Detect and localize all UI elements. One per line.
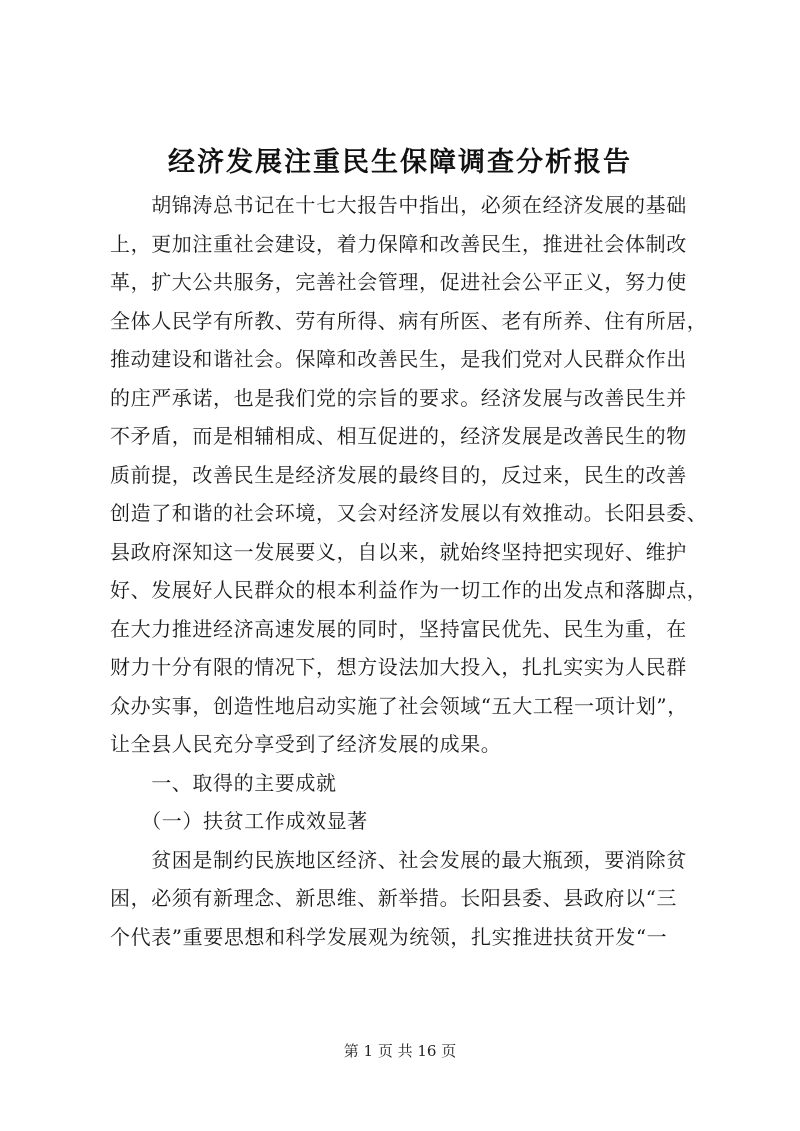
subsection-heading: （一）扶贫工作成效显著 bbox=[110, 809, 368, 833]
body-line: 推动建设和谐社会。保障和改善民生，是我们党对人民群众作出 bbox=[110, 347, 687, 371]
body-line: 质前提，改善民生是经济发展的最终目的，反过来，民生的改善 bbox=[110, 462, 687, 487]
body-line: 贫困是制约民族地区经济、社会发展的最大瓶颈，要消除贫 bbox=[110, 847, 687, 872]
body-line: 不矛盾，而是相辅相成、相互促进的，经济发展是改善民生的物 bbox=[110, 424, 687, 448]
body-line: 胡锦涛总书记在十七大报告中指出，必须在经济发展的基础 bbox=[110, 193, 687, 217]
document-title: 经济发展注重民生保障调查分析报告 bbox=[168, 147, 632, 178]
body-line: 革，扩大公共服务，完善社会管理，促进社会公平正义，努力使 bbox=[110, 270, 687, 294]
body-line: 的庄严承诺，也是我们党的宗旨的要求。经济发展与改善民生并 bbox=[110, 385, 687, 410]
body-line: 众办实事，创造性地启动实施了社会领域“五大工程一项计划”， bbox=[110, 693, 688, 718]
body-line: 好、发展好人民群众的根本利益作为一切工作的出发点和落脚点， bbox=[110, 578, 708, 602]
body-line: 让全县人民充分享受到了经济发展的成果。 bbox=[110, 732, 502, 756]
body-line: 上，更加注重社会建设，着力保障和改善民生，推进社会体制改 bbox=[110, 231, 687, 256]
body-line: 财力十分有限的情况下，想方设法加大投入，扎扎实实为人民群 bbox=[110, 655, 687, 679]
body-line: 县政府深知这一发展要义，自以来，就始终坚持把实现好、维护 bbox=[110, 539, 687, 564]
body-line: 困，必须有新理念、新思维、新举措。长阳县委、县政府以“三 bbox=[110, 886, 678, 910]
body-line: 全体人民学有所教、劳有所得、病有所医、老有所养、住有所居， bbox=[110, 308, 708, 333]
section-heading: 一、取得的主要成就 bbox=[110, 770, 337, 795]
body-line: 创造了和谐的社会环境，又会对经济发展以有效推动。长阳县委、 bbox=[110, 501, 708, 525]
document-body bbox=[110, 186, 708, 956]
body-line: 个代表”重要思想和科学发展观为统领，扎实推进扶贫开发“一 bbox=[110, 924, 668, 949]
body-line: 在大力推进经济高速发展的同时，坚持富民优先、民生为重，在 bbox=[110, 616, 687, 641]
page-number-footer: 第 1 页 共 16 页 bbox=[343, 1042, 457, 1060]
